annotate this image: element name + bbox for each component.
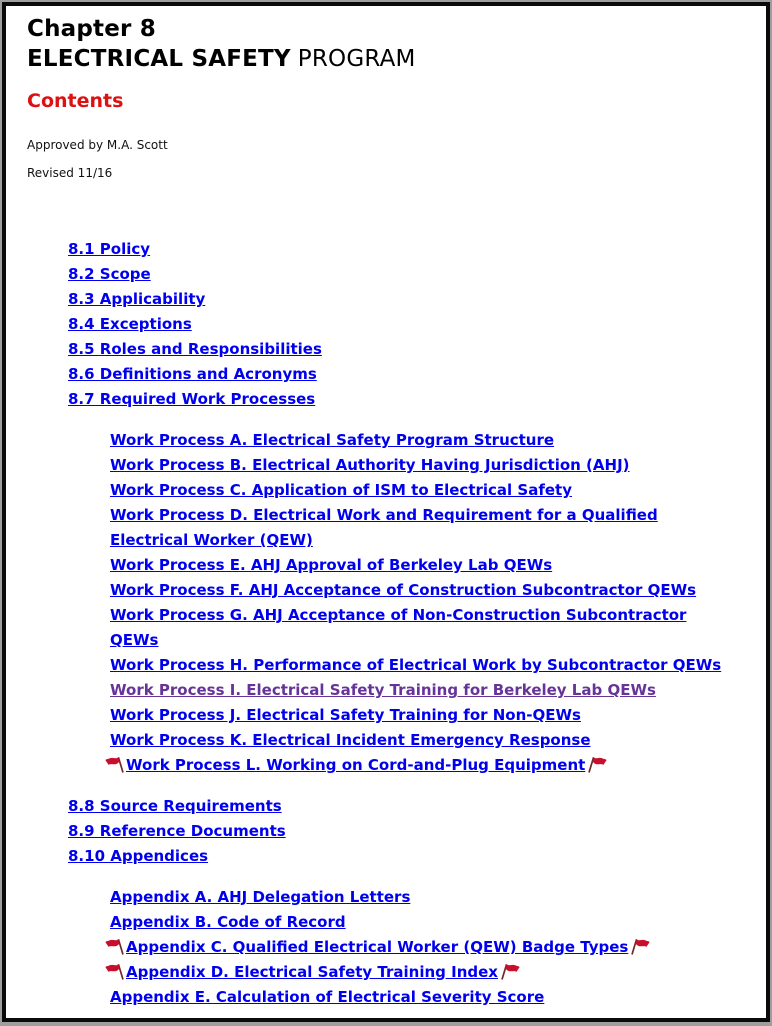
link-line: Work Process C. Application of ISM to Electrical Safety	[110, 481, 572, 499]
link-line: Appendix C. Qualified Electrical Worker (QEW) Badge Types	[126, 938, 629, 956]
toc-row-8-9	[68, 819, 766, 844]
new-flag-icon	[105, 938, 128, 955]
link-line: Work Process A. Electrical Safety Program Structure	[110, 431, 555, 449]
new-flag-icon	[105, 963, 128, 980]
toc-link-appendix-d[interactable]	[126, 960, 498, 985]
link-line: Work Process F. AHJ Acceptance of Construction Subcontractor QEWs	[110, 581, 697, 599]
chapter-title-bold: ELECTRICAL SAFETY	[27, 46, 291, 72]
link-line: Work Process K. Electrical Incident Emergency Response	[110, 731, 591, 749]
link-line: Appendix B. Code of Record	[110, 913, 346, 931]
toc-row-wp-b	[110, 453, 766, 478]
table-of-contents	[68, 237, 766, 1010]
link-line: Work Process D. Electrical Work and Requirement for a Qualified	[110, 506, 658, 524]
toc-link-work-process-g[interactable]	[110, 603, 686, 653]
link-line: Electrical Worker (QEW)	[110, 531, 313, 549]
document-page	[2, 2, 770, 1022]
new-flag-icon	[105, 756, 128, 773]
toc-row-wp-d	[110, 503, 766, 553]
contents-heading: Contents	[27, 90, 124, 112]
toc-link-8-4-exceptions[interactable]: 8.4 Exceptions	[68, 315, 192, 333]
toc-link-work-process-f[interactable]	[110, 578, 696, 603]
toc-link-appendix-c[interactable]	[126, 935, 628, 960]
toc-row-wp-k	[110, 728, 766, 753]
toc-row-appendix-b	[110, 910, 766, 935]
toc-link-work-process-c[interactable]	[110, 478, 572, 503]
toc-row-wp-f	[110, 578, 766, 603]
toc-link-work-process-j[interactable]	[110, 703, 581, 728]
toc-row-8-6	[68, 362, 766, 387]
toc-row-8-3	[68, 287, 766, 312]
toc-link-8-8-source-requirements[interactable]: 8.8 Source Requirements	[68, 797, 282, 815]
toc-row-8-10	[68, 844, 766, 869]
toc-row-8-7	[68, 387, 766, 412]
link-line: Work Process L. Working on Cord-and-Plug Equipment	[126, 756, 586, 774]
toc-row-wp-l	[110, 753, 766, 778]
toc-row-wp-i	[110, 678, 766, 703]
link-line: Work Process H. Performance of Electrical Work by Subcontractor QEWs	[110, 656, 722, 674]
toc-link-8-5-roles-and-responsibilities[interactable]: 8.5 Roles and Responsibilities	[68, 340, 322, 358]
toc-row-wp-h	[110, 653, 766, 678]
toc-row-8-1	[68, 237, 766, 262]
toc-link-8-9-reference-documents[interactable]: 8.9 Reference Documents	[68, 822, 286, 840]
toc-link-work-process-b[interactable]	[110, 453, 630, 478]
toc-row-8-2	[68, 262, 766, 287]
toc-link-work-process-i[interactable]	[110, 678, 656, 703]
revised-date-text: Revised 11/16	[27, 166, 113, 180]
toc-row-appendix-c	[110, 935, 766, 960]
link-line: Appendix E. Calculation of Electrical Severity Score	[110, 988, 545, 1006]
work-process-list	[110, 428, 766, 778]
approved-by-text: Approved by M.A. Scott	[27, 138, 168, 152]
toc-link-work-process-k[interactable]	[110, 728, 591, 753]
toc-link-8-2-scope[interactable]: 8.2 Scope	[68, 265, 151, 283]
link-line: Appendix A. AHJ Delegation Letters	[110, 888, 411, 906]
toc-link-8-3-applicability[interactable]: 8.3 Applicability	[68, 290, 206, 308]
toc-row-8-5	[68, 337, 766, 362]
toc-row-8-8	[68, 794, 766, 819]
appendix-list	[110, 885, 766, 1010]
document-header	[6, 6, 766, 181]
new-flag-icon	[584, 756, 607, 773]
toc-row-wp-c	[110, 478, 766, 503]
toc-link-work-process-e[interactable]	[110, 553, 552, 578]
toc-link-8-6-definitions-and-acronyms[interactable]: 8.6 Definitions and Acronyms	[68, 365, 317, 383]
toc-link-work-process-h[interactable]	[110, 653, 721, 678]
toc-link-work-process-d[interactable]	[110, 503, 658, 553]
link-line: Work Process B. Electrical Authority Having Jurisdiction (AHJ)	[110, 456, 630, 474]
toc-link-appendix-e[interactable]	[110, 985, 544, 1010]
chapter-number-heading	[27, 14, 766, 44]
toc-link-appendix-a[interactable]	[110, 885, 410, 910]
toc-link-work-process-a[interactable]	[110, 428, 554, 453]
toc-link-appendix-b[interactable]	[110, 910, 346, 935]
toc-row-appendix-e	[110, 985, 766, 1010]
toc-link-8-10-appendices[interactable]: 8.10 Appendices	[68, 847, 209, 865]
toc-row-wp-j	[110, 703, 766, 728]
link-line: Work Process G. AHJ Acceptance of Non-Construction Subcontractor	[110, 606, 687, 624]
link-line: Work Process E. AHJ Approval of Berkeley Lab QEWs	[110, 556, 553, 574]
toc-link-work-process-l[interactable]	[126, 753, 585, 778]
toc-row-appendix-a	[110, 885, 766, 910]
link-line: Appendix D. Electrical Safety Training Index	[126, 963, 498, 981]
toc-row-wp-g	[110, 603, 766, 653]
toc-row-wp-e	[110, 553, 766, 578]
toc-row-appendix-d	[110, 960, 766, 985]
chapter-number-text: Chapter 8	[27, 16, 156, 42]
new-flag-icon	[627, 938, 650, 955]
toc-link-8-7-required-work-processes[interactable]: 8.7 Required Work Processes	[68, 390, 316, 408]
toc-link-8-1-policy[interactable]: 8.1 Policy	[68, 240, 151, 258]
toc-row-8-4	[68, 312, 766, 337]
chapter-title-regular: PROGRAM	[297, 46, 416, 72]
chapter-title-heading	[27, 44, 766, 74]
link-line: Work Process I. Electrical Safety Training for Berkeley Lab QEWs	[110, 681, 656, 699]
link-line: Work Process J. Electrical Safety Training for Non-QEWs	[110, 706, 581, 724]
link-line: QEWs	[110, 631, 159, 649]
new-flag-icon	[497, 963, 520, 980]
toc-row-wp-a	[110, 428, 766, 453]
